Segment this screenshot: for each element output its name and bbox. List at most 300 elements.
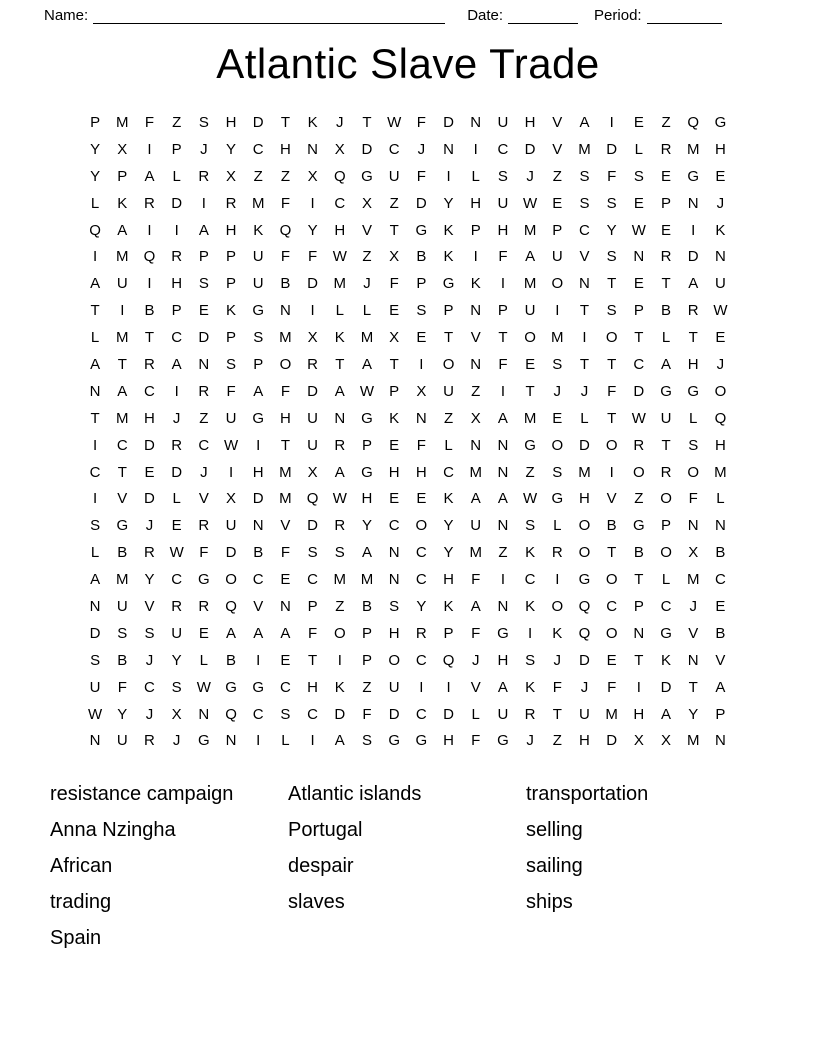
grid-letter: C xyxy=(334,194,346,212)
grid-letter: C xyxy=(252,140,264,158)
wordsearch-grid xyxy=(82,109,735,754)
grid-letter: O xyxy=(388,651,400,669)
grid-letter: A xyxy=(497,490,508,508)
grid-letter: U xyxy=(551,248,563,266)
grid-letter: M xyxy=(279,490,292,508)
grid-letter: O xyxy=(551,436,564,454)
grid-letter: Z xyxy=(335,597,345,615)
grid-letter: I xyxy=(93,248,98,266)
grid-letter: G xyxy=(660,382,672,400)
grid-letter: U xyxy=(252,248,264,266)
grid-letter: O xyxy=(279,355,292,373)
grid-letter: M xyxy=(605,705,618,723)
word-list-item: selling xyxy=(526,819,583,842)
grid-letter: L xyxy=(716,490,725,508)
grid-letter: R xyxy=(198,597,210,615)
grid-letter: R xyxy=(415,624,427,642)
grid-letter: J xyxy=(172,409,181,427)
grid-letter: E xyxy=(525,355,536,373)
grid-letter: G xyxy=(116,517,129,535)
grid-letter: D xyxy=(361,140,373,158)
grid-letter: P xyxy=(661,194,672,212)
grid-letter: E xyxy=(416,329,427,347)
grid-letter: M xyxy=(523,409,537,427)
grid-letter: M xyxy=(469,463,482,481)
grid-letter: A xyxy=(470,490,481,508)
word-list-item: Spain xyxy=(50,927,102,950)
grid-letter: O xyxy=(660,544,672,562)
grid-letter: M xyxy=(551,329,564,347)
grid-letter: R xyxy=(144,544,155,562)
grid-letter: F xyxy=(117,678,127,696)
grid-letter: J xyxy=(417,140,426,158)
grid-letter: X xyxy=(334,140,345,158)
grid-letter: T xyxy=(607,409,617,427)
grid-letter: I xyxy=(201,194,206,212)
grid-letter: J xyxy=(716,194,725,212)
word-list-item: resistance campaign xyxy=(50,783,234,806)
grid-letter: J xyxy=(200,140,208,158)
grid-letter: F xyxy=(226,382,236,400)
grid-letter: N xyxy=(307,140,319,158)
grid-letter: J xyxy=(471,651,480,669)
grid-letter: C xyxy=(415,651,427,669)
grid-letter: T xyxy=(335,355,345,373)
grid-letter: I xyxy=(174,221,179,239)
grid-letter: K xyxy=(443,248,454,266)
grid-letter: I xyxy=(473,140,478,158)
grid-letter: G xyxy=(225,678,237,696)
grid-letter: O xyxy=(551,597,564,615)
grid-letter: K xyxy=(389,409,400,427)
grid-letter: F xyxy=(688,490,698,508)
grid-letter: O xyxy=(225,571,237,589)
grid-letter: H xyxy=(579,732,590,750)
grid-letter: U xyxy=(307,409,319,427)
grid-row xyxy=(82,727,735,754)
grid-letter: B xyxy=(361,597,372,615)
grid-letter: I xyxy=(256,732,261,750)
grid-letter: J xyxy=(689,597,697,615)
grid-letter: I xyxy=(419,678,424,696)
grid-letter: T xyxy=(607,544,617,562)
grid-letter: B xyxy=(715,624,726,642)
grid-letter: I xyxy=(120,302,125,320)
grid-letter: S xyxy=(633,167,644,185)
grid-letter: P xyxy=(633,597,644,615)
grid-letter: Y xyxy=(443,544,454,562)
grid-letter: Y xyxy=(361,517,372,535)
grid-letter: J xyxy=(553,651,562,669)
grid-letter: L xyxy=(172,490,181,508)
grid-letter: M xyxy=(523,275,537,293)
grid-letter: G xyxy=(415,221,428,239)
grid-letter: C xyxy=(660,597,672,615)
grid-letter: S xyxy=(497,167,508,185)
grid-letter: M xyxy=(116,409,129,427)
grid-letter: G xyxy=(252,409,265,427)
grid-letter: D xyxy=(225,544,237,562)
grid-letter: R xyxy=(687,302,699,320)
grid-letter: X xyxy=(226,490,237,508)
grid-letter: T xyxy=(607,355,617,373)
grid-letter: F xyxy=(280,194,290,212)
grid-letter: M xyxy=(578,140,591,158)
grid-letter: T xyxy=(144,329,155,347)
grid-letter: O xyxy=(605,624,618,642)
grid-letter: Q xyxy=(225,597,237,615)
grid-letter: A xyxy=(525,248,536,266)
grid-letter: I xyxy=(256,651,261,669)
grid-letter: P xyxy=(552,221,563,239)
grid-letter: K xyxy=(470,275,481,293)
grid-letter: A xyxy=(171,355,182,373)
grid-letter: O xyxy=(578,517,591,535)
grid-letter: D xyxy=(579,651,590,669)
grid-letter: I xyxy=(582,329,587,347)
grid-letter: K xyxy=(443,597,454,615)
grid-letter: S xyxy=(198,275,209,293)
grid-letter: I xyxy=(500,571,505,589)
grid-letter: C xyxy=(171,571,183,589)
grid-letter: X xyxy=(389,248,400,266)
grid-letter: R xyxy=(660,140,672,158)
grid-letter: N xyxy=(198,705,210,723)
grid-letter: P xyxy=(443,302,454,320)
grid-letter: Y xyxy=(144,571,155,589)
grid-letter: I xyxy=(147,221,152,239)
grid-letter: W xyxy=(359,382,375,400)
grid-letter: N xyxy=(497,463,509,481)
grid-letter: P xyxy=(117,167,128,185)
grid-letter: C xyxy=(497,140,509,158)
grid-letter: C xyxy=(524,571,536,589)
grid-letter: M xyxy=(686,571,700,589)
grid-letter: M xyxy=(523,221,537,239)
grid-letter: U xyxy=(225,517,237,535)
grid-row xyxy=(82,432,735,459)
word-list-item: ships xyxy=(526,891,573,914)
grid-row xyxy=(82,351,735,378)
grid-letter: Q xyxy=(89,221,101,239)
grid-row xyxy=(82,459,735,486)
grid-letter: R xyxy=(144,355,155,373)
grid-letter: U xyxy=(443,382,454,400)
grid-letter: U xyxy=(252,275,264,293)
grid-letter: E xyxy=(416,490,427,508)
grid-letter: H xyxy=(443,732,454,750)
grid-letter: C xyxy=(714,571,726,589)
grid-letter: F xyxy=(199,544,209,562)
grid-letter: U xyxy=(116,732,128,750)
grid-letter: S xyxy=(552,463,563,481)
grid-letter: J xyxy=(716,355,725,373)
grid-letter: T xyxy=(308,651,318,669)
grid-letter: X xyxy=(226,167,237,185)
grid-letter: N xyxy=(443,140,454,158)
grid-letter: Q xyxy=(578,597,591,615)
grid-letter: C xyxy=(144,678,155,696)
grid-letter: I xyxy=(528,624,533,642)
grid-letter: S xyxy=(606,194,617,212)
grid-letter: F xyxy=(280,248,290,266)
grid-letter: C xyxy=(116,436,128,454)
grid-letter: U xyxy=(497,113,509,131)
word-list-item: African xyxy=(50,855,113,878)
grid-letter: B xyxy=(633,544,644,562)
grid-row xyxy=(82,270,735,297)
grid-letter: V xyxy=(117,490,128,508)
grid-row xyxy=(82,566,735,593)
grid-row xyxy=(82,405,735,432)
grid-letter: T xyxy=(552,705,562,723)
grid-letter: T xyxy=(661,436,671,454)
grid-letter: L xyxy=(281,732,290,750)
grid-letter: K xyxy=(715,221,726,239)
grid-letter: I xyxy=(446,678,451,696)
grid-letter: W xyxy=(713,302,728,320)
grid-letter: P xyxy=(90,113,101,131)
grid-letter: O xyxy=(333,624,346,642)
grid-letter: D xyxy=(606,140,618,158)
grid-letter: I xyxy=(500,275,505,293)
grid-letter: H xyxy=(279,409,291,427)
grid-letter: T xyxy=(280,113,290,131)
grid-letter: Y xyxy=(90,167,101,185)
grid-letter: H xyxy=(579,490,590,508)
grid-letter: I xyxy=(337,651,342,669)
grid-letter: U xyxy=(660,409,672,427)
word-list-item: Atlantic islands xyxy=(288,783,422,806)
grid-letter: T xyxy=(443,329,454,347)
grid-letter: R xyxy=(633,436,645,454)
grid-row xyxy=(82,701,735,728)
grid-letter: N xyxy=(470,113,482,131)
grid-letter: E xyxy=(633,113,644,131)
grid-letter: W xyxy=(332,248,347,266)
grid-letter: P xyxy=(389,382,400,400)
grid-letter: A xyxy=(361,544,372,562)
grid-letter: Y xyxy=(90,140,101,158)
grid-letter: T xyxy=(117,463,127,481)
grid-letter: A xyxy=(497,409,508,427)
grid-letter: R xyxy=(198,517,210,535)
grid-letter: Y xyxy=(416,597,427,615)
grid-letter: U xyxy=(388,167,400,185)
grid-letter: P xyxy=(661,517,672,535)
grid-letter: U xyxy=(116,275,128,293)
grid-letter: E xyxy=(552,409,563,427)
grid-letter: S xyxy=(361,732,372,750)
grid-letter: X xyxy=(117,140,128,158)
grid-letter: D xyxy=(606,732,618,750)
grid-letter: I xyxy=(691,221,696,239)
grid-letter: A xyxy=(198,221,209,239)
grid-letter: T xyxy=(661,275,671,293)
grid-letter: C xyxy=(89,463,101,481)
grid-letter: T xyxy=(688,329,698,347)
grid-letter: A xyxy=(280,624,291,642)
grid-letter: N xyxy=(470,355,482,373)
grid-letter: P xyxy=(715,705,726,723)
grid-letter: O xyxy=(605,571,618,589)
grid-letter: S xyxy=(525,517,536,535)
grid-letter: K xyxy=(443,221,454,239)
grid-letter: H xyxy=(225,113,237,131)
grid-letter: Y xyxy=(117,705,128,723)
grid-letter: I xyxy=(419,355,424,373)
grid-letter: T xyxy=(498,329,508,347)
grid-letter: A xyxy=(90,571,101,589)
grid-letter: O xyxy=(442,355,455,373)
grid-letter: N xyxy=(633,248,645,266)
grid-letter: J xyxy=(200,463,208,481)
grid-letter: V xyxy=(606,490,617,508)
grid-letter: D xyxy=(252,113,264,131)
grid-letter: C xyxy=(633,355,645,373)
grid-letter: G xyxy=(388,732,400,750)
grid-letter: R xyxy=(660,463,672,481)
grid-letter: N xyxy=(388,571,400,589)
grid-letter: L xyxy=(689,409,698,427)
grid-letter: N xyxy=(687,517,699,535)
grid-letter: Y xyxy=(443,517,454,535)
grid-letter: E xyxy=(661,167,672,185)
grid-letter: E xyxy=(633,194,644,212)
grid-letter: M xyxy=(279,329,292,347)
date-blank-line xyxy=(508,9,578,24)
grid-letter: X xyxy=(307,167,318,185)
grid-letter: D xyxy=(307,275,319,293)
word-list xyxy=(0,776,816,956)
grid-letter: W xyxy=(387,113,402,131)
grid-letter: N xyxy=(714,517,726,535)
grid-letter: Y xyxy=(606,221,617,239)
grid-letter: T xyxy=(280,436,290,454)
grid-letter: F xyxy=(552,678,562,696)
grid-letter: D xyxy=(388,705,400,723)
word-list-column xyxy=(288,776,526,956)
grid-letter: S xyxy=(144,624,155,642)
grid-letter: X xyxy=(307,463,318,481)
grid-letter: N xyxy=(470,302,482,320)
grid-row xyxy=(82,485,735,512)
grid-letter: D xyxy=(144,436,155,454)
grid-letter: C xyxy=(198,436,210,454)
grid-letter: R xyxy=(524,705,536,723)
grid-letter: I xyxy=(310,194,315,212)
grid-letter: O xyxy=(605,436,618,454)
grid-letter: I xyxy=(147,275,152,293)
word-list-column xyxy=(526,776,764,956)
grid-letter: G xyxy=(524,436,536,454)
grid-letter: U xyxy=(579,705,590,723)
grid-letter: P xyxy=(361,651,372,669)
grid-letter: T xyxy=(117,355,127,373)
grid-letter: S xyxy=(117,624,128,642)
grid-letter: X xyxy=(661,732,672,750)
grid-letter: N xyxy=(415,409,427,427)
grid-letter: Q xyxy=(306,490,319,508)
grid-letter: Z xyxy=(253,167,263,185)
grid-letter: N xyxy=(388,544,400,562)
grid-letter: P xyxy=(633,302,644,320)
grid-letter: R xyxy=(334,436,346,454)
grid-letter: N xyxy=(225,732,237,750)
grid-letter: E xyxy=(633,275,644,293)
grid-letter: M xyxy=(686,140,700,158)
grid-letter: H xyxy=(252,463,264,481)
grid-letter: P xyxy=(470,221,481,239)
grid-letter: S xyxy=(171,678,182,696)
word-list-column xyxy=(50,776,288,956)
grid-letter: U xyxy=(714,275,726,293)
word-list-item: Portugal xyxy=(288,819,363,842)
grid-letter: D xyxy=(334,705,346,723)
grid-letter: N xyxy=(497,436,509,454)
grid-letter: Z xyxy=(525,463,535,481)
grid-letter: X xyxy=(389,329,400,347)
grid-letter: P xyxy=(443,624,454,642)
grid-letter: G xyxy=(252,678,265,696)
grid-letter: M xyxy=(333,571,347,589)
grid-letter: K xyxy=(253,221,264,239)
word-list-item: Anna Nzingha xyxy=(50,819,176,842)
grid-letter: S xyxy=(579,167,590,185)
grid-letter: Z xyxy=(362,248,372,266)
grid-letter: W xyxy=(631,221,646,239)
grid-letter: V xyxy=(579,248,590,266)
grid-letter: N xyxy=(687,194,699,212)
grid-letter: H xyxy=(279,140,291,158)
grid-letter: K xyxy=(525,597,536,615)
grid-letter: F xyxy=(471,732,481,750)
grid-letter: E xyxy=(171,517,182,535)
grid-letter: H xyxy=(687,355,699,373)
grid-letter: L xyxy=(580,409,589,427)
grid-letter: H xyxy=(497,221,509,239)
grid-letter: W xyxy=(196,678,211,696)
grid-letter: G xyxy=(497,732,509,750)
grid-letter: F xyxy=(471,571,481,589)
grid-letter: U xyxy=(524,302,536,320)
grid-letter: A xyxy=(661,355,672,373)
grid-letter: K xyxy=(117,194,128,212)
grid-letter: N xyxy=(633,624,645,642)
name-blank-line xyxy=(93,9,445,24)
grid-letter: H xyxy=(171,275,183,293)
grid-letter: D xyxy=(198,329,210,347)
grid-letter: N xyxy=(89,382,101,400)
grid-letter: O xyxy=(524,329,536,347)
grid-letter: S xyxy=(606,302,617,320)
grid-letter: R xyxy=(144,194,155,212)
grid-letter: J xyxy=(336,113,344,131)
grid-letter: T xyxy=(688,678,698,696)
grid-letter: N xyxy=(497,597,509,615)
grid-letter: C xyxy=(388,140,400,158)
grid-letter: Z xyxy=(199,409,209,427)
grid-letter: K xyxy=(661,651,672,669)
grid-letter: A xyxy=(334,382,345,400)
grid-letter: M xyxy=(578,463,591,481)
grid-letter: I xyxy=(147,140,152,158)
grid-letter: C xyxy=(307,571,319,589)
grid-letter: P xyxy=(198,248,209,266)
grid-letter: P xyxy=(171,302,182,320)
grid-letter: S xyxy=(389,597,400,615)
grid-letter: F xyxy=(389,275,399,293)
